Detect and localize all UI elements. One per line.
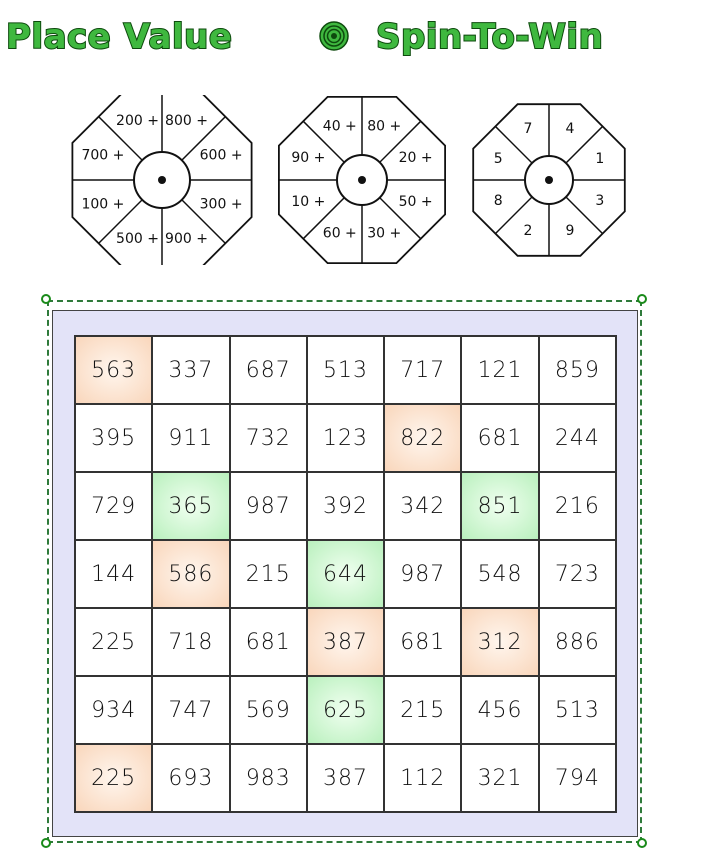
- grid-cell[interactable]: 513: [539, 676, 616, 744]
- grid-cell[interactable]: 395: [75, 404, 152, 472]
- spinner-label: 90 +: [291, 149, 326, 166]
- grid-cell[interactable]: 225: [75, 744, 152, 812]
- frame-handle-top-left[interactable]: [41, 294, 51, 304]
- grid-cell[interactable]: 387: [307, 744, 384, 812]
- spinner-label: 30 +: [367, 225, 402, 242]
- grid-cell[interactable]: 216: [539, 472, 616, 540]
- grid-cell[interactable]: 144: [75, 540, 152, 608]
- spinner-label: 20 +: [398, 149, 433, 166]
- tens-spinner[interactable]: [270, 95, 455, 265]
- grid-cell[interactable]: 387: [307, 608, 384, 676]
- grid-cell[interactable]: 365: [152, 472, 229, 540]
- grid-cell[interactable]: 215: [384, 676, 461, 744]
- grid-cell[interactable]: 851: [461, 472, 538, 540]
- grid-cell[interactable]: 934: [75, 676, 152, 744]
- grid-cell[interactable]: 215: [230, 540, 307, 608]
- title-banner: [0, 6, 708, 64]
- spinner-label: 7: [523, 121, 533, 138]
- grid-cell[interactable]: 822: [384, 404, 461, 472]
- grid-cell[interactable]: 747: [152, 676, 229, 744]
- grid-cell[interactable]: 625: [307, 676, 384, 744]
- grid-cell[interactable]: 859: [539, 336, 616, 404]
- spinner-label: 200 +: [116, 112, 159, 129]
- grid-cell[interactable]: 121: [461, 336, 538, 404]
- grid-cell[interactable]: 513: [307, 336, 384, 404]
- spinner-pin: [545, 176, 553, 184]
- spinner-label: 50 +: [398, 194, 433, 211]
- spinner-label: 2: [523, 222, 533, 239]
- grid-cell[interactable]: 794: [539, 744, 616, 812]
- grid-cell[interactable]: 563: [75, 336, 152, 404]
- grid-cell[interactable]: 548: [461, 540, 538, 608]
- grid-cell[interactable]: 342: [384, 472, 461, 540]
- spinner-label: 9: [565, 222, 575, 239]
- title-svg: [0, 6, 708, 64]
- spinner-pin: [358, 176, 366, 184]
- spiral-icon: [320, 22, 348, 50]
- grid-cell[interactable]: 456: [461, 676, 538, 744]
- grid-cell[interactable]: 732: [230, 404, 307, 472]
- spinner-label: 900 +: [165, 231, 208, 248]
- grid-cell[interactable]: 681: [384, 608, 461, 676]
- grid-cell[interactable]: 723: [539, 540, 616, 608]
- grid-cell[interactable]: 987: [384, 540, 461, 608]
- frame-handle-bottom-right[interactable]: [637, 838, 647, 848]
- grid-cell[interactable]: 392: [307, 472, 384, 540]
- grid-cell[interactable]: 681: [230, 608, 307, 676]
- spinner-label: 1: [595, 151, 605, 167]
- spinner-label: 10 +: [291, 194, 326, 211]
- ones-spinner[interactable]: [467, 95, 634, 265]
- grid-cell[interactable]: 729: [75, 472, 152, 540]
- grid-cell[interactable]: 112: [384, 744, 461, 812]
- spinner-label: 700 +: [81, 147, 125, 164]
- spinner-label: 80 +: [367, 118, 402, 135]
- grid-cell[interactable]: 693: [152, 744, 229, 812]
- grid-cell[interactable]: 586: [152, 540, 229, 608]
- grid-cell[interactable]: 717: [384, 336, 461, 404]
- spinner-label: 60 +: [322, 225, 357, 242]
- grid-cell[interactable]: 312: [461, 608, 538, 676]
- grid-cell[interactable]: 911: [152, 404, 229, 472]
- title-left: Place Value: [6, 17, 233, 57]
- grid-cell[interactable]: 225: [75, 608, 152, 676]
- grid-cell[interactable]: 123: [307, 404, 384, 472]
- spinner-label: 100 +: [81, 196, 125, 213]
- spinner-label: 40 +: [322, 118, 357, 135]
- grid-cell[interactable]: 244: [539, 404, 616, 472]
- spinner-label: 800 +: [165, 112, 208, 129]
- grid-cell[interactable]: 337: [152, 336, 229, 404]
- grid-cell[interactable]: 321: [461, 744, 538, 812]
- grid-cell[interactable]: 983: [230, 744, 307, 812]
- spinner-label: 300 +: [199, 196, 243, 213]
- frame-handle-bottom-left[interactable]: [41, 838, 51, 848]
- spinner-pin: [158, 176, 166, 184]
- frame-handle-top-right[interactable]: [637, 294, 647, 304]
- spinner-label: 500 +: [116, 231, 159, 248]
- grid-cell[interactable]: 987: [230, 472, 307, 540]
- spinner-label: 4: [565, 121, 575, 138]
- grid-cell[interactable]: 681: [461, 404, 538, 472]
- grid-cell[interactable]: 644: [307, 540, 384, 608]
- spinner-label: 3: [595, 193, 605, 209]
- hundreds-spinner[interactable]: [62, 95, 262, 265]
- number-grid: [74, 335, 617, 813]
- spinner-label: 600 +: [199, 147, 243, 164]
- spinner-label: 5: [493, 151, 503, 167]
- grid-cell[interactable]: 687: [230, 336, 307, 404]
- spinner-label: 8: [493, 193, 503, 209]
- grid-cell[interactable]: 718: [152, 608, 229, 676]
- grid-cell[interactable]: 886: [539, 608, 616, 676]
- grid-cell[interactable]: 569: [230, 676, 307, 744]
- title-right: Spin-To-Win: [376, 17, 604, 57]
